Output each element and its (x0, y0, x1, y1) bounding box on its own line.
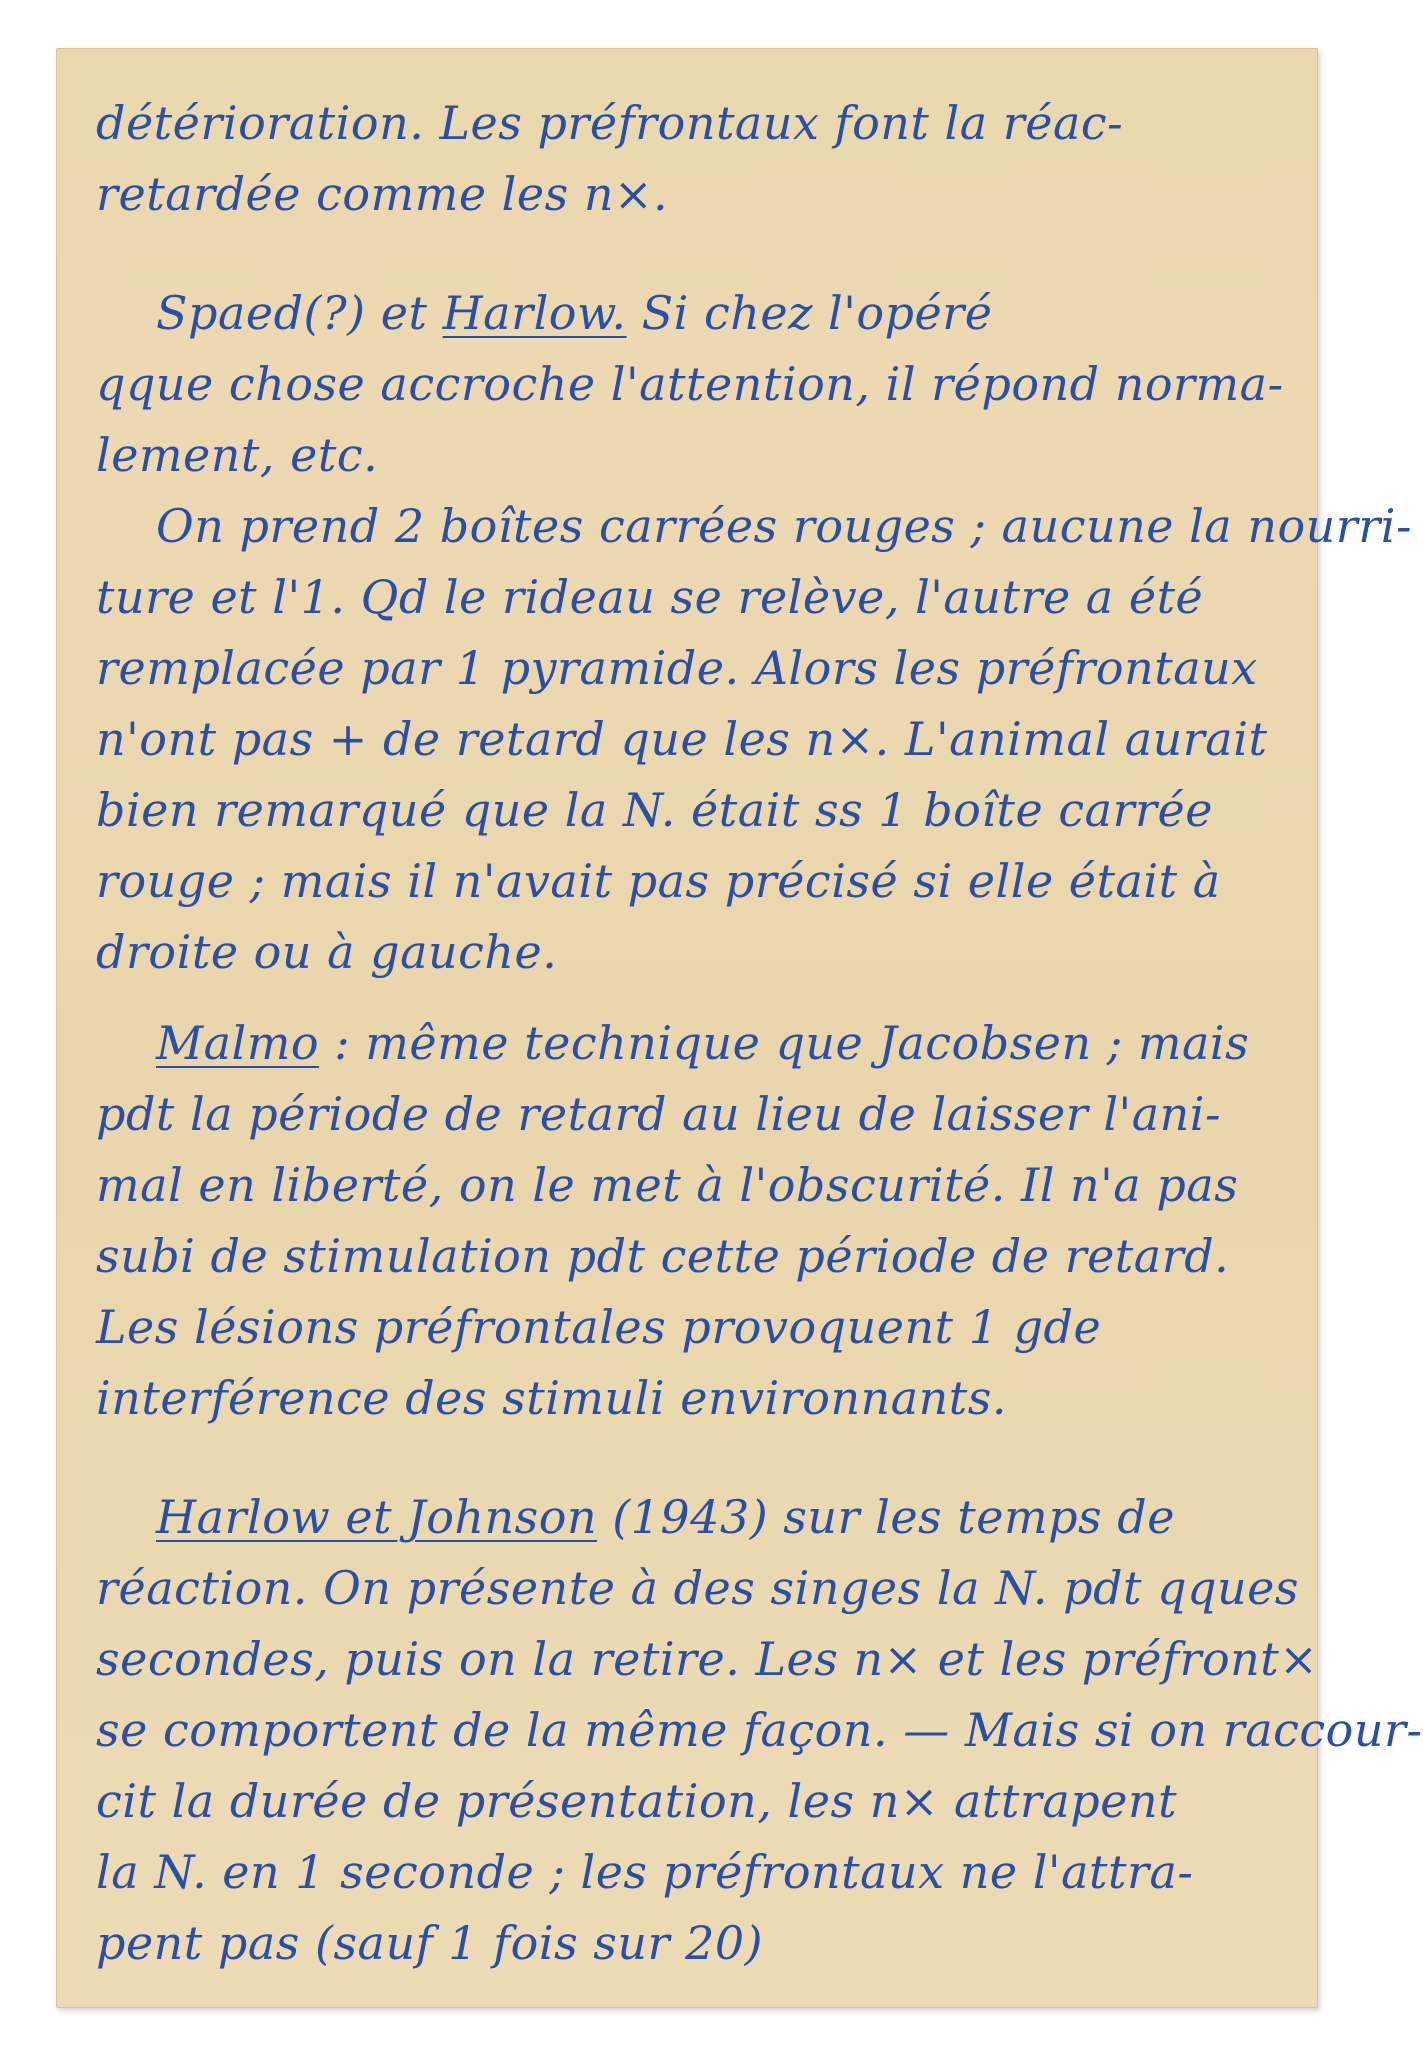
text-line: Les lésions préfrontales provoquent 1 gde (96, 1300, 1102, 1354)
text-line: pent pas (sauf 1 fois sur 20) (96, 1916, 764, 1970)
text-line: détérioration. Les préfrontaux font la réac- (96, 96, 1124, 150)
text-line: remplacée par 1 pyramide. Alors les préfrontaux (96, 641, 1258, 695)
text-line: retardée comme les n×. (96, 167, 669, 221)
text-line: se comportent de la même façon. — Mais si on raccour- (96, 1703, 1423, 1757)
manuscript-page (56, 48, 1423, 2008)
text-line: la N. en 1 seconde ; les préfrontaux ne l'attra- (96, 1845, 1194, 1899)
paragraph-gap (96, 1434, 1276, 1482)
line-continuation: : même technique que Jacobsen ; mais (319, 1016, 1250, 1070)
text-line: pdt la période de retard au lieu de laisser l'ani- (96, 1087, 1222, 1141)
text-line (96, 1482, 1276, 1553)
text-line: n'ont pas + de retard que les n×. L'animal aurait (96, 712, 1268, 766)
text-line: interférence des stimuli environnants. (96, 1371, 1007, 1425)
paragraph-gap (96, 988, 1276, 1008)
line-continuation: Si chez l'opéré (626, 286, 993, 340)
underlined-author: Harlow. (442, 286, 627, 340)
handwritten-text (96, 88, 1423, 1979)
text-line: droite ou à gauche. (96, 925, 558, 979)
text-line: cit la durée de présentation, les n× attrapent (96, 1774, 1178, 1828)
underlined-author: Harlow et Johnson (156, 1490, 598, 1544)
text-line (96, 1008, 1276, 1079)
text-line: qque chose accroche l'attention, il répond norma- (96, 357, 1284, 411)
text-line: secondes, puis on la retire. Les n× et les préfront× (96, 1632, 1319, 1686)
text-line: réaction. On présente à des singes la N. pdt qques (96, 1561, 1300, 1615)
text-line (96, 278, 1276, 349)
text-line: mal en liberté, on le met à l'obscurité. Il n'a pas (96, 1158, 1239, 1212)
text-line: ture et l'1. Qd le rideau se relève, l'autre a été (96, 570, 1204, 624)
underlined-author: Malmo (156, 1016, 320, 1070)
citation-prefix: Spaed(?) et (156, 286, 443, 340)
text-line: rouge ; mais il n'avait pas précisé si elle était à (96, 854, 1221, 908)
text-line: lement, etc. (96, 428, 379, 482)
text-line: bien remarqué que la N. était ss 1 boîte carrée (96, 783, 1213, 837)
paragraph-gap (96, 230, 1276, 278)
line-continuation: (1943) sur les temps de (597, 1490, 1175, 1544)
text-line: subi de stimulation pdt cette période de retard. (96, 1229, 1230, 1283)
text-line: On prend 2 boîtes carrées rouges ; aucune la nourri- (156, 499, 1413, 553)
